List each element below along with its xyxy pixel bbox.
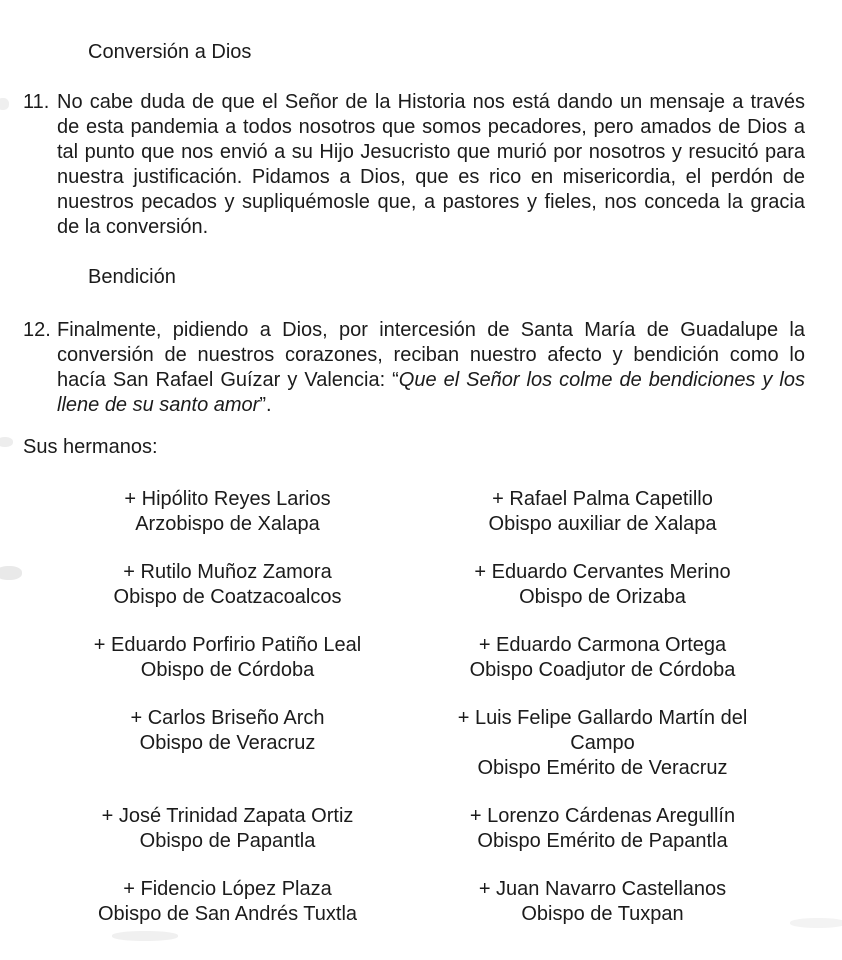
signatories-grid [40,487,790,927]
paragraph-11 [0,90,842,240]
scan-artifact [0,566,22,580]
signatory-name: + Eduardo Carmona Ortega [478,634,727,656]
signatory-title: Obispo Coadjutor de Córdoba [469,659,736,681]
paragraph-11-number: 11. [23,91,50,113]
signatory-title: Obispo de Tuxpan [521,903,684,925]
paragraph-11-text: No cabe duda de que el Señor de la Historia nos está dando un mensaje a través de esta pandemia a todos nosotros que somos pecadores, pero amados de Dios a tal punto que nos envió a su Hijo Jesucristo que murió por nosotros y resucitó para nuestra justificación. Pidamos a Dios, que es rico en misericordia, el perdón de nuestros pecados y supliquémosle que, a pastores y fieles, nos conceda la gracia de la conversión. [57,91,805,238]
signatory-title: Obispo de Coatzacoalcos [113,586,342,608]
signatory-title: Obispo auxiliar de Xalapa [488,513,717,535]
signatory-name: + Hipólito Reyes Larios [124,488,331,510]
signatory-name: + Carlos Briseño Arch [130,707,325,729]
signatory [415,877,790,927]
paragraph-12-quote: Que el Señor los colme de bendiciones y los llene de su santo amor [57,369,806,416]
signatory [40,804,415,854]
scan-artifact [0,437,13,447]
scan-artifact [790,918,842,928]
signatory [40,560,415,610]
signatory-name: + Eduardo Porfirio Patiño Leal [93,634,362,656]
signatory-title: Obispo Emérito de Veracruz [477,757,728,779]
signatory [40,633,415,683]
signatory [40,706,415,781]
signatory-name: + Rutilo Muñoz Zamora [123,561,332,583]
section-heading-conversion: Conversión a Dios [88,41,252,63]
signatory [415,706,790,781]
signatory [40,487,415,537]
paragraph-12-text-after: ”. [259,394,272,416]
signatory-title: Obispo de Córdoba [140,659,315,681]
signatory [415,560,790,610]
paragraph-12-text-before: Finalmente, pidiendo a Dios, por intercesión de Santa María de Guadalupe la conversión de nuestros corazones, reciban nuestro afecto y bendición como lo hacía San Rafael Guízar y Valencia: “ [57,319,805,391]
signatory-name: + Eduardo Cervantes Merino [474,561,731,583]
signatory-name: + Lorenzo Cárdenas Aregullín [469,805,736,827]
signatory-title: Obispo de San Andrés Tuxtla [97,903,358,925]
signatory-title: Obispo Emérito de Papantla [477,830,728,852]
signatory-title: Obispo de Veracruz [139,732,316,754]
section-heading-bendicion: Bendición [88,266,176,288]
signatory-title: Obispo de Papantla [139,830,316,852]
paragraph-12-text [57,318,805,418]
signatory [415,804,790,854]
signatory [415,633,790,683]
signatory-name: + Juan Navarro Castellanos [478,878,727,900]
scan-artifact [112,931,178,941]
sus-hermanos-label: Sus hermanos: [23,436,158,458]
signatory-name: + José Trinidad Zapata Ortiz [101,805,354,827]
signatory-name: + Rafael Palma Capetillo [492,488,713,510]
paragraph-12-number: 12. [23,319,51,341]
signatory [415,487,790,537]
signatory-name: + Luis Felipe Gallardo Martín del Campo [457,707,748,754]
signatory-title: Arzobispo de Xalapa [135,513,320,535]
signatory [40,877,415,927]
signatory-title: Obispo de Orizaba [519,586,686,608]
signatory-name: + Fidencio López Plaza [123,878,332,900]
paragraph-12 [0,318,842,418]
